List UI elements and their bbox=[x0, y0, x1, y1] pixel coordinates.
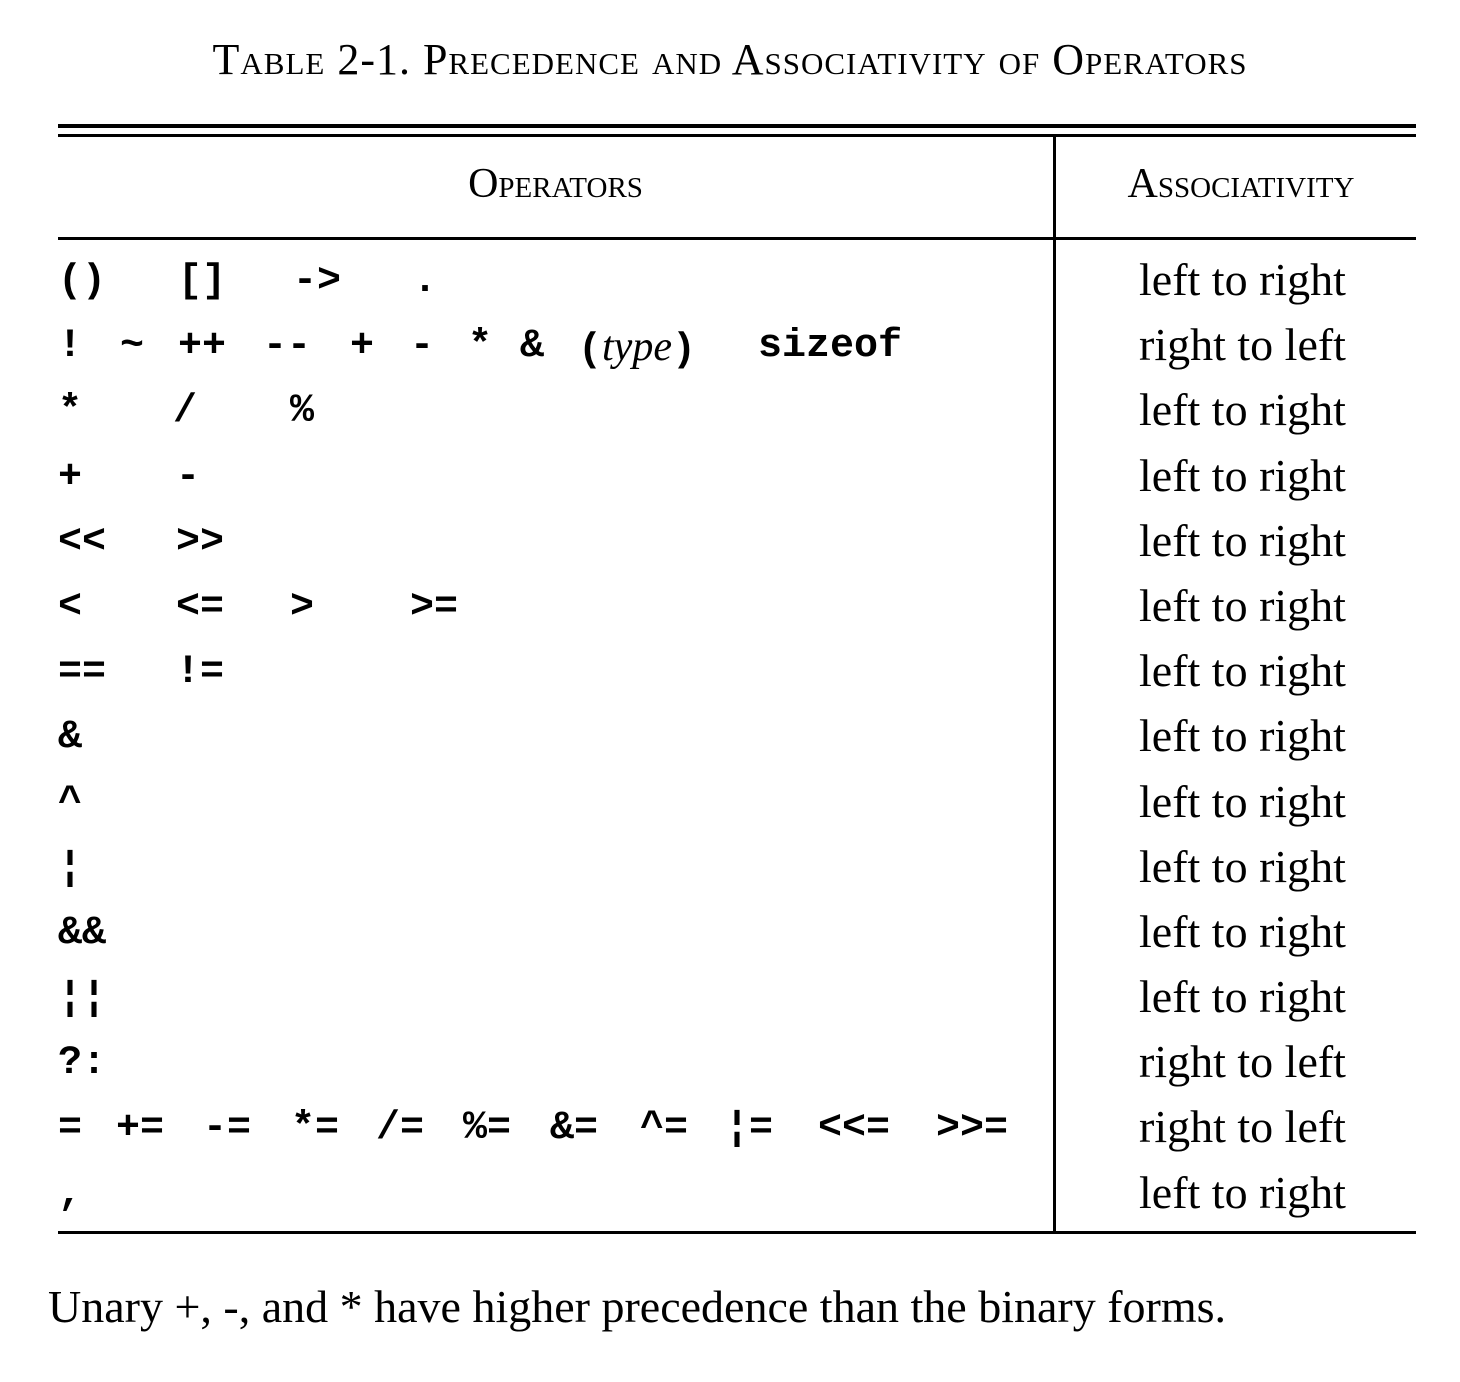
associativity-cell: left to right bbox=[1139, 775, 1346, 827]
table-row bbox=[0, 708, 1460, 773]
header-associativity: Associativity bbox=[1127, 161, 1355, 207]
bottom-rule bbox=[58, 1231, 1416, 1234]
operator-symbol: == bbox=[58, 650, 107, 696]
operator-symbol: *= bbox=[291, 1106, 340, 1152]
operator-symbol: ^= bbox=[640, 1106, 689, 1152]
operator-symbol: ¦ bbox=[58, 845, 83, 891]
operator-symbol: >> bbox=[176, 519, 225, 565]
operator-symbol: * bbox=[58, 389, 83, 435]
associativity-cell: left to right bbox=[1139, 645, 1346, 697]
operator-symbol: < bbox=[58, 584, 83, 630]
table-row bbox=[0, 1165, 1460, 1230]
header-rule bbox=[58, 237, 1416, 240]
table-row bbox=[0, 643, 1460, 708]
operator-symbol: [] bbox=[178, 259, 227, 304]
associativity-cell: right to left bbox=[1139, 1036, 1346, 1088]
top-rule bbox=[58, 124, 1416, 128]
operator-symbol: -= bbox=[203, 1106, 252, 1152]
table-row bbox=[0, 839, 1460, 904]
operator-symbol: * bbox=[468, 324, 493, 370]
associativity-cell: left to right bbox=[1139, 449, 1346, 501]
operator-symbol: & bbox=[58, 715, 83, 761]
operator-symbol: , bbox=[58, 1171, 83, 1217]
operator-symbol: ?: bbox=[58, 1041, 107, 1087]
table-body bbox=[0, 252, 1460, 1230]
operator-symbol: << bbox=[58, 519, 107, 565]
operator-symbol: / bbox=[173, 389, 198, 435]
table-row bbox=[0, 382, 1460, 447]
associativity-cell: left to right bbox=[1139, 579, 1346, 631]
operator-symbol: + bbox=[350, 324, 375, 370]
operator-symbol: ++ bbox=[178, 324, 227, 370]
associativity-cell: right to left bbox=[1139, 319, 1346, 371]
operator-symbol: (type) bbox=[578, 324, 696, 374]
operator-symbol: >= bbox=[410, 584, 459, 630]
operator-symbol: + bbox=[58, 454, 83, 500]
operator-symbol: ^ bbox=[58, 780, 83, 826]
operator-symbol: % bbox=[290, 389, 315, 435]
operator-symbol: %= bbox=[463, 1106, 512, 1152]
operator-symbol: >>= bbox=[936, 1106, 1009, 1152]
associativity-cell: left to right bbox=[1139, 710, 1346, 762]
associativity-cell: right to left bbox=[1139, 1101, 1346, 1153]
associativity-cell: left to right bbox=[1139, 971, 1346, 1023]
operator-symbol: -> bbox=[293, 259, 342, 304]
table-row bbox=[0, 317, 1460, 382]
operator-symbol: ¦= bbox=[725, 1106, 774, 1152]
operator-symbol: - bbox=[176, 454, 201, 500]
table-row bbox=[0, 448, 1460, 513]
operator-symbol: && bbox=[58, 910, 107, 956]
operator-symbol: &= bbox=[550, 1106, 599, 1152]
associativity-cell: left to right bbox=[1139, 514, 1346, 566]
top-rule-inner bbox=[58, 134, 1416, 137]
associativity-cell: left to right bbox=[1139, 840, 1346, 892]
operator-symbol: & bbox=[520, 324, 545, 370]
operator-symbol: ~ bbox=[120, 324, 145, 370]
operator-symbol: <<= bbox=[818, 1106, 891, 1152]
associativity-cell: left to right bbox=[1139, 384, 1346, 436]
operator-symbol: += bbox=[116, 1106, 165, 1152]
table-row bbox=[0, 1099, 1460, 1164]
operator-symbol: <= bbox=[176, 584, 225, 630]
table-row bbox=[0, 1034, 1460, 1099]
operator-symbol: /= bbox=[376, 1106, 425, 1152]
table-footnote: Unary +, -, and * have higher precedence than the binary forms. bbox=[48, 1281, 1227, 1332]
operator-symbol: . bbox=[413, 259, 438, 304]
table-row bbox=[0, 513, 1460, 578]
operator-symbol: ¦¦ bbox=[58, 976, 107, 1022]
associativity-cell: left to right bbox=[1139, 1166, 1346, 1218]
table-row bbox=[0, 969, 1460, 1034]
table-row bbox=[0, 578, 1460, 643]
operator-symbol: != bbox=[176, 650, 225, 696]
operator-symbol: ! bbox=[58, 324, 83, 370]
operator-symbol: () bbox=[58, 259, 107, 304]
table-caption: Table 2-1. Precedence and Associativity of Operators bbox=[212, 35, 1248, 84]
operator-symbol: > bbox=[290, 584, 315, 630]
table-row bbox=[0, 774, 1460, 839]
table-row bbox=[0, 252, 1460, 317]
associativity-cell: left to right bbox=[1139, 254, 1346, 305]
operator-symbol: = bbox=[58, 1106, 83, 1152]
header-operators: Operators bbox=[468, 161, 643, 207]
operator-symbol: -- bbox=[263, 324, 312, 370]
operator-symbol: sizeof bbox=[758, 324, 903, 370]
table-row bbox=[0, 904, 1460, 969]
associativity-cell: left to right bbox=[1139, 905, 1346, 957]
operator-symbol: - bbox=[410, 324, 435, 370]
